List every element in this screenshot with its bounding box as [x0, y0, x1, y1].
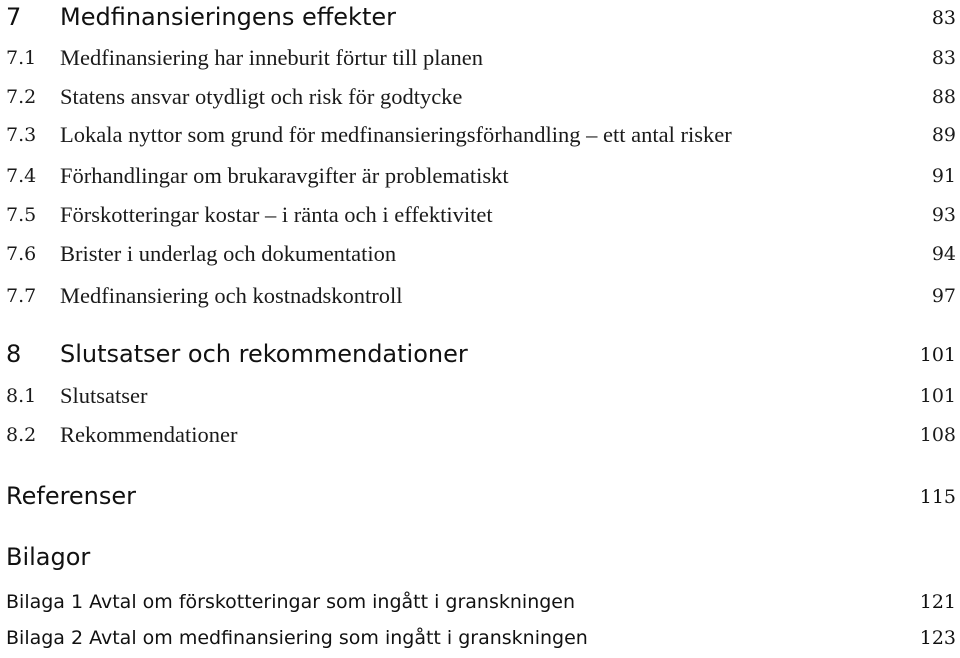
section-number: 7.1 [6, 47, 37, 69]
chapter-number: 7 [6, 3, 22, 31]
page-number: 97 [931, 285, 956, 307]
chapter-title: Medfinansieringens effekter [60, 3, 396, 31]
section-number: 7.4 [6, 165, 37, 187]
page-number: 101 [919, 385, 956, 407]
appendix-title: Bilaga 1 Avtal om förskotteringar som ingått i granskningen [6, 591, 576, 613]
section-title: Medfinansiering har inneburit förtur till planen [60, 45, 484, 70]
section-number: 7.5 [6, 204, 37, 226]
page-number: 89 [931, 124, 956, 146]
section-title: Rekommendationer [60, 422, 238, 447]
section-title: Slutsatser [60, 383, 148, 408]
section-title: Förhandlingar om brukaravgifter är problematiskt [60, 163, 509, 188]
section-number: 7.7 [6, 285, 37, 307]
page-number: 83 [931, 7, 956, 29]
section-title: Lokala nyttor som grund för medfinansieringsförhandling – ett antal risker [60, 122, 732, 147]
chapter-title: Slutsatser och rekommendationer [60, 340, 468, 368]
section-number: 8.2 [6, 424, 37, 446]
section-heading: Bilagor [6, 543, 91, 571]
page-number: 101 [919, 344, 956, 366]
page-number: 94 [931, 243, 956, 265]
section-number: 7.3 [6, 124, 37, 146]
page-number: 108 [919, 424, 956, 446]
page-number: 121 [919, 591, 956, 613]
page-number: 123 [919, 627, 956, 649]
page-number: 83 [931, 47, 956, 69]
page-number: 115 [919, 486, 956, 508]
appendix-title: Bilaga 2 Avtal om medfinansiering som ingått i granskningen [6, 627, 588, 649]
section-number: 7.6 [6, 243, 37, 265]
section-number: 8.1 [6, 385, 37, 407]
section-title: Brister i underlag och dokumentation [60, 241, 397, 266]
section-number: 7.2 [6, 86, 37, 108]
page-number: 88 [931, 86, 956, 108]
section-heading: Referenser [6, 482, 137, 510]
section-title: Förskotteringar kostar – i ränta och i effektivitet [60, 202, 493, 227]
page-number: 93 [931, 204, 956, 226]
page-number: 91 [931, 165, 956, 187]
section-title: Statens ansvar otydligt och risk för godtycke [60, 84, 463, 109]
section-title: Medfinansiering och kostnadskontroll [60, 283, 403, 308]
chapter-number: 8 [6, 340, 22, 368]
